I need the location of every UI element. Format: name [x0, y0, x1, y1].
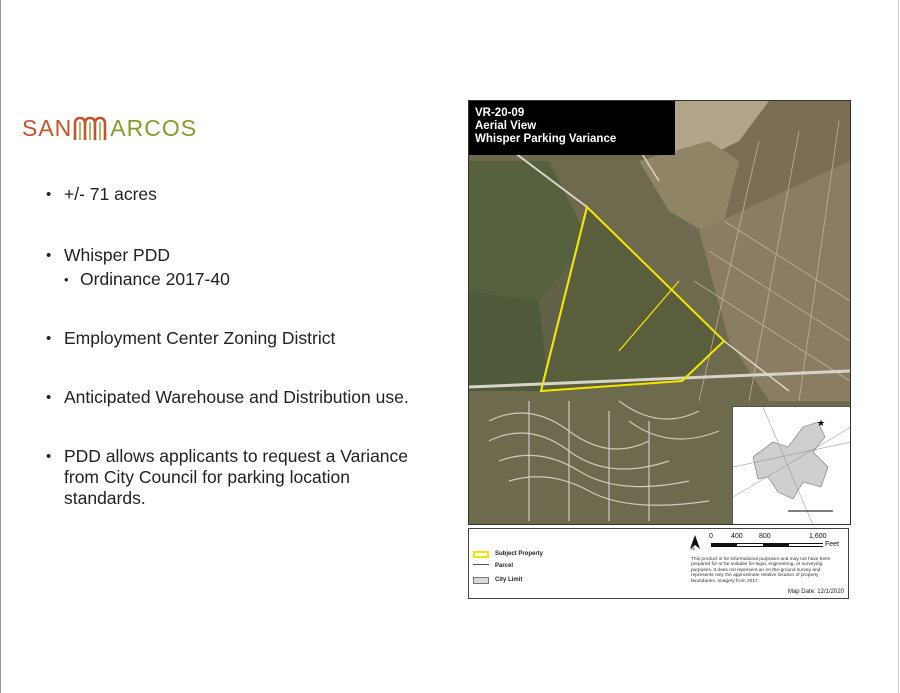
bullet-zoning: • Employment Center Zoning District: [46, 328, 426, 349]
map-date: Map Date: 12/1/2020: [787, 589, 844, 595]
slide-right-border: [898, 0, 899, 693]
scale-label-1600: 1,600: [809, 533, 827, 540]
logo-text-san: SAN: [22, 114, 73, 141]
scale-unit-label: Feet: [825, 541, 840, 548]
map-title-box: [469, 101, 675, 155]
san-marcos-logo: [22, 112, 197, 144]
map-case-number: VR-20-09: [475, 107, 525, 119]
scale-bar: [687, 533, 847, 553]
inset-locator-map: [732, 406, 851, 525]
map-legend-panel: [468, 528, 849, 599]
legend-swatch-city-limit: [473, 577, 489, 584]
city-outline-locator: [733, 407, 851, 525]
north-label: N: [691, 546, 695, 552]
logo-text-arcos: ARCOS: [110, 114, 198, 141]
legend-label-city-limit: City Limit: [495, 577, 523, 583]
slide-left-border: [0, 0, 1, 693]
bullet-warehouse-use: • Anticipated Warehouse and Distribution use.: [46, 387, 426, 408]
bullet-acres: • +/- 71 acres: [46, 184, 426, 205]
scale-label-800: 800: [759, 533, 771, 540]
map-view-label: Aerial View: [475, 120, 537, 132]
sub-bullet-ordinance: • Ordinance 2017-40: [46, 269, 426, 290]
bullet-list: [46, 184, 426, 509]
bullet-whisper-pdd: • Whisper PDD: [46, 245, 426, 266]
legend-label-subject: Subject Property: [495, 551, 544, 557]
scale-label-400: 400: [731, 533, 743, 540]
legend-label-parcel: Parcel: [495, 563, 514, 569]
bullet-pdd-variance: • PDD allows applicants to request a Variance from City Council for parking location standards.: [46, 446, 426, 509]
logo-m-glyph: [73, 114, 109, 142]
scale-label-0: 0: [709, 533, 713, 540]
locator-star-icon: ★: [817, 419, 826, 429]
legend-swatch-subject: [473, 551, 489, 558]
map-disclaimer: This product is for informational purposes and may not have been prepared for or be suitable for legal, engineering, or surveying purposes. It does not represent an on-the-ground survey and represents only the approximate relative location of property boundaries. Imagery from 2017.: [691, 557, 831, 584]
aerial-map: [468, 100, 851, 525]
legend-swatch-parcel: [473, 564, 489, 565]
map-project-name: Whisper Parking Variance: [475, 133, 617, 145]
